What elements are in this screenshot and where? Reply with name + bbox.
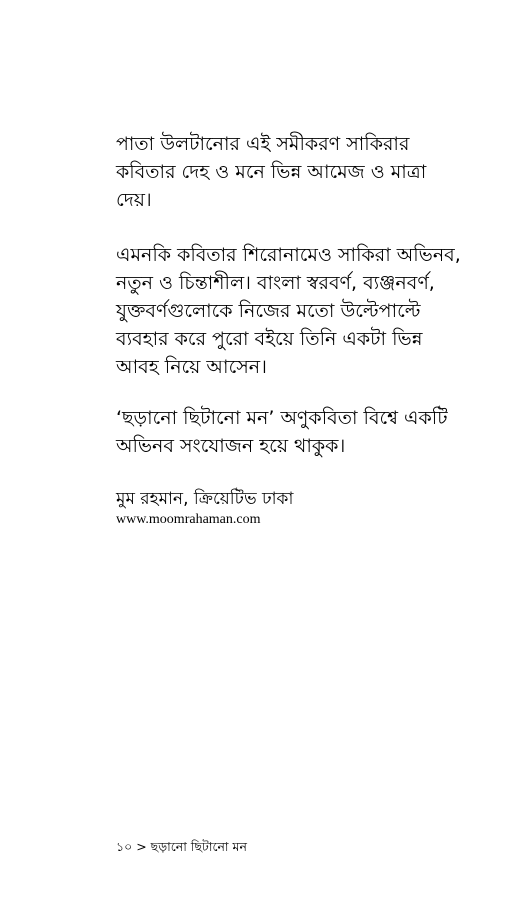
author-credit: [116, 487, 293, 529]
page-footer: ১০ > ছড়ানো ছিটানো মন: [116, 839, 247, 854]
paragraph-1: [116, 130, 496, 214]
paragraph-line: কবিতার দেহ ও মনে ভিন্ন আমেজ ও মাত্রা: [116, 161, 427, 183]
paragraph-line: ‘ছড়ানো ছিটানো মন’ অণুকবিতা বিশ্বে একটি: [116, 407, 448, 429]
paragraph-line: এমনকি কবিতার শিরোনামেও সাকিরা অভিনব,: [116, 244, 461, 266]
paragraph-line: যুক্তবর্ণগুলোকে নিজের মতো উল্টেপাল্টে: [116, 300, 421, 322]
paragraph-line: পাতা উলটানোর এই সমীকরণ সাকিরার: [116, 133, 410, 155]
paragraph-line: অভিনব সংযোজন হয়ে থাকুক।: [116, 435, 346, 457]
paragraph-3: [116, 404, 496, 460]
credit-name: মুম রহমান, ক্রিয়েটিভ ঢাকা: [116, 489, 294, 509]
paragraph-line: আবহ নিয়ে আসেন।: [116, 356, 267, 378]
paragraph-2: [116, 241, 496, 381]
paragraph-line: ব্যবহার করে পুরো বইয়ে তিনি একটা ভিন্ন: [116, 328, 423, 350]
paragraph-line: নতুন ও চিন্তাশীল। বাংলা স্বরবর্ণ, ব্যঞ্জনবর্ণ,: [116, 272, 435, 294]
paragraph-line: দেয়।: [116, 189, 152, 211]
credit-website: www.moomrahaman.com: [116, 512, 261, 527]
